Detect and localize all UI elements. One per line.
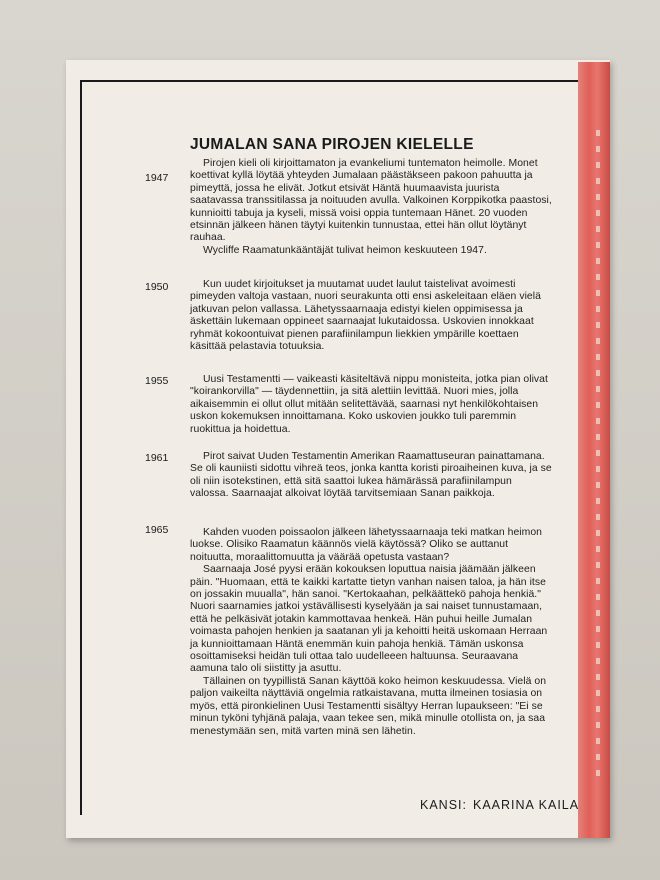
paragraph: Pirot saivat Uuden Testamentin Amerikan Raamattuseuran painattamana. Se oli kauniisti sidottu vihreä teos, jonka kantta koristi piroaiheinen kuva, ja se oli niin isotekstinen, että sitä saattoi lukea hämärässä parafiinilampun valossa. Saarnaajat alkoivat löytää tarvitsemiaan Sanan paikkoja.	[190, 451, 552, 500]
spine-pattern	[596, 130, 600, 780]
paragraph: Wycliffe Raamatunkääntäjät tulivat heimon keskuuteen 1947.	[203, 244, 487, 256]
paragraph: Kahden vuoden poissaolon jälkeen lähetyssaarnaaja teki matkan heimon luokse. Olisiko Raamatun käännös vielä käytössä? Oliko se auttanut noituutta, moraalittomuutta ja väärää opetusta vastaan?	[190, 527, 543, 563]
section-1961	[190, 451, 552, 501]
paragraph: Uusi Testamentti — vaikeasti käsiteltävä nippu monisteita, jotka pian olivat "koirankorvilla" — täydennettiin, ja sitä alettiin levittää. Nuori mies, jolla aikaisemmin ei ollut ollut mitään selitettävää, saarnasi nyt henkilökohtaisen uskon kokemuksen innoittamana. Koko uskovien joukko tuli paremmin ruokittua ja hoidettua.	[190, 374, 548, 435]
section-1955	[190, 374, 552, 436]
year-label-1961: 1961	[145, 452, 169, 464]
credit-name: KAARINA KAILA	[473, 798, 580, 812]
paragraph: Kun uudet kirjoitukset ja muutamat uudet laulut taistelivat avoimesti pimeyden valtoja vastaan, nuori seurakunta otti ensi askeleitaan eläen vielä jatkuvan pelon vallassa. Lähetyssaarnaaja edistyi kielen oppimisessa ja äskettäin lukemaan oppineet saarnaajat lukutaidossa. Uskovien innokkaat ryhmät kokoontuivat pienen parafiinilampun liekkien ympärille koettaen käsittää pelastavia totuuksia.	[190, 279, 541, 353]
year-label-1965: 1965	[145, 524, 169, 536]
paragraph: Tällainen on tyypillistä Sanan käyttöä koko heimon keskuudessa. Vielä on paljon vaikeilta näyttäviä ongelmia ratkaistavana, mutta ilmeinen tosiasia on myös, että pironkielinen Uusi Testamentti sisältyy Herran lupaukseen: "Ei se minun tyköni tyhjänä palaja, vaan tekee sen, mikä minulle otollista on, ja saa menestymään sen, mitä varten minä sen lähetin.	[190, 675, 547, 737]
book-spine	[578, 62, 610, 838]
section-1965	[190, 527, 552, 738]
paragraph: Pirojen kieli oli kirjoittamaton ja evankeliumi tuntematon heimolle. Monet koettivat kyllä löytää yhteyden Jumalaan päästäkseen pakoon pahuutta ja pimeyttä, jossa he elivät. Jotkut etsivät Häntä huumaavista juurista saatavassa transsitilassa ja noituuden avulla. Valkoinen Korppikotka paastosi, kunnioitti tabuja ja kyseli, missä voisi oppia tuntemaan Hänet. 20 vuoden etsinnän jälkeen hänen täytyi kuitenkin tunnustaa, ettei hän ollut löytänyt rauhaa.	[190, 158, 552, 244]
year-label-1955: 1955	[145, 375, 169, 387]
year-label-1950: 1950	[145, 281, 169, 293]
cover-credit	[420, 798, 585, 812]
paragraph: Saarnaaja José pyysi erään kokouksen loputtua naisia jäämään jälkeen päin. "Huomaan, että te kaikki kartatte tietyn vanhan naisen taloa, ja hän itse on jossakin muualla", hän sanoi. "Kertokaahan, pelkäättekö pahoja henkiä." Nuori saarnamies jatkoi ystävällisesti kyselyään ja sai naiset tunnustamaan, että he pelkäsivät jotakin kammottavaa henkeä. Hän puhui heille Jumalan voimasta pahojen henkien ja saatanan yli ja kehoitti heitä uskomaan Herraan ja kunnioittamaan Häntä enemmän kuin pahoja henkiä. Tämän uskonsa osoittamiseksi heidän tuli ottaa talo uudelleeen haltuunsa. Seuraavana aamuna talo oli siistitty ja asuttu.	[190, 564, 548, 675]
year-label-1947: 1947	[145, 172, 169, 184]
section-1950	[190, 279, 552, 353]
credit-label: KANSI:	[420, 798, 467, 812]
section-1947	[190, 158, 552, 257]
page-title: JUMALAN SANA PIROJEN KIELELLE	[190, 136, 474, 153]
